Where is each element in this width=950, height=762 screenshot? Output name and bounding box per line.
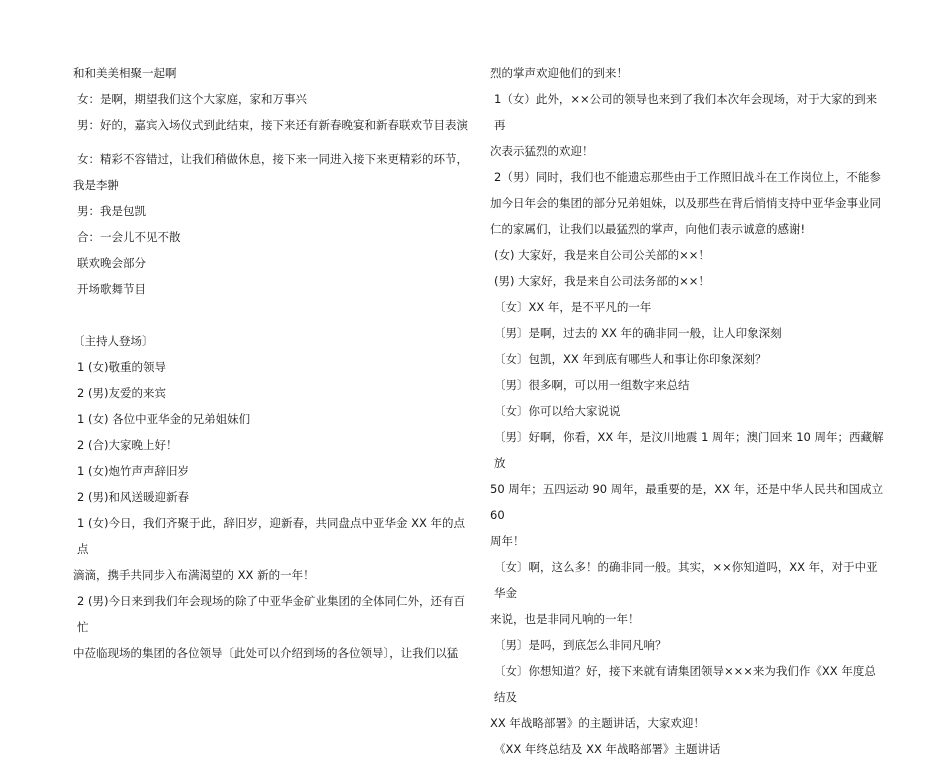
paragraph-line: 男：好的，嘉宾入场仪式到此结束，接下来还有新春晚宴和新春联欢节目表演 [77, 118, 468, 132]
paragraph-line: 仁的家属们，让我们以最猛烈的掌声，向他们表示诚意的感谢! [490, 222, 806, 236]
paragraph-line: 男：我是包凯 [77, 204, 146, 218]
right-column [490, 60, 885, 762]
paragraph-line: 我是李翀 [73, 178, 119, 192]
paragraph-line: 烈的掌声欢迎他们的到来！ [490, 66, 628, 80]
paragraph-line: 合：一会儿不见不散 [77, 230, 181, 244]
paragraph-line: 1 (女)炮竹声声辞旧岁 [77, 464, 189, 478]
paragraph-line: 2 (男)今日来到我们年会现场的除了中亚华金矿业集团的全体同仁外，还有百忙 [77, 594, 465, 634]
paragraph-line: 来说，也是非同凡响的一年！ [490, 612, 640, 626]
paragraph-line: 开场歌舞节目 [77, 282, 146, 296]
paragraph-line: 中莅临现场的集团的各位领导〔此处可以介绍到场的各位领导〕，让我们以猛 [73, 646, 459, 660]
left-column [73, 60, 473, 666]
paragraph-line: 〔男〕很多啊，可以用一组数字来总结 [494, 378, 690, 392]
paragraph-line: 女：是啊，期望我们这个大家庭，家和万事兴 [77, 92, 307, 106]
paragraph-line: 〔女〕啊，这么多！的确非同一般。其实，××你知道吗，XX 年，对于中亚华金 [494, 560, 878, 600]
paragraph-line: 1 (女)今日，我们齐聚于此，辞旧岁，迎新春，共同盘点中亚华金 XX 年的点点 [77, 516, 466, 556]
paragraph-line: 女：精彩不容错过，让我们稍做休息，接下来一同进入接下来更精彩的环节， [77, 152, 468, 166]
paragraph-line: 次表示猛烈的欢迎！ [490, 144, 594, 158]
paragraph-line: 联欢晚会部分 [77, 256, 146, 270]
spacer [73, 138, 473, 146]
paragraph-line: 加今日年会的集团的部分兄弟姐妹，以及那些在背后悄悄支持中亚华金事业同 [490, 196, 881, 210]
paragraph-line: 〔男〕是吗，到底怎么非同凡响？ [494, 638, 667, 652]
paragraph-line: 〔男〕好啊，你看，XX 年，是汶川地震 1 周年；澳门回来 10 周年；西藏解放 [494, 430, 884, 470]
paragraph-line: 〔女〕包凯，XX 年到底有哪些人和事让你印象深刻？ [494, 352, 767, 366]
paragraph-line: 〔女〕你想知道？好，接下来就有请集团领导×××来为我们作《XX 年度总结及 [494, 664, 876, 704]
paragraph-line: 周年！ [490, 534, 525, 548]
paragraph-line: 〔主持人登场〕 [73, 334, 154, 348]
paragraph-line: 〔女〕XX 年，是不平凡的一年 [494, 300, 652, 314]
paragraph-line: 《XX 年终总结及 XX 年战略部署》主题讲话 [494, 742, 721, 756]
paragraph-line: 50 周年；五四运动 90 周年，最重要的是，XX 年，还是中华人民共和国成立 60 [490, 482, 884, 522]
paragraph-line: 2 (男)和风送暖迎新春 [77, 490, 189, 504]
paragraph-line: 〔男〕是啊，过去的 XX 年的确非同一般，让人印象深刻 [494, 326, 782, 340]
paragraph-line: 和和美美相聚一起啊 [73, 66, 177, 80]
paragraph-line: (男) 大家好，我是来自公司法务部的××！ [494, 274, 710, 288]
spacer [73, 302, 473, 328]
paragraph-line: 滴滴，携手共同步入布满渴望的 XX 新的一年！ [73, 568, 315, 582]
paragraph-line: 1 (女) 各位中亚华金的兄弟姐妹们 [77, 412, 251, 426]
paragraph-line: XX 年战略部署》的主题讲话，大家欢迎！ [490, 716, 705, 730]
paragraph-line: 1 (女)敬重的领导 [77, 360, 166, 374]
paragraph-line: 1（女）此外，××公司的领导也来到了我们本次年会现场，对于大家的到来再 [494, 92, 878, 132]
paragraph-line: (女) 大家好，我是来自公司公关部的××！ [494, 248, 710, 262]
paragraph-line: 〔女〕你可以给大家说说 [494, 404, 621, 418]
paragraph-line: 2 (男)友爱的来宾 [77, 386, 166, 400]
paragraph-line: 2（男）同时，我们也不能遗忘那些由于工作照旧战斗在工作岗位上，不能参 [494, 170, 881, 184]
paragraph-line: 2 (合)大家晚上好！ [77, 438, 178, 452]
